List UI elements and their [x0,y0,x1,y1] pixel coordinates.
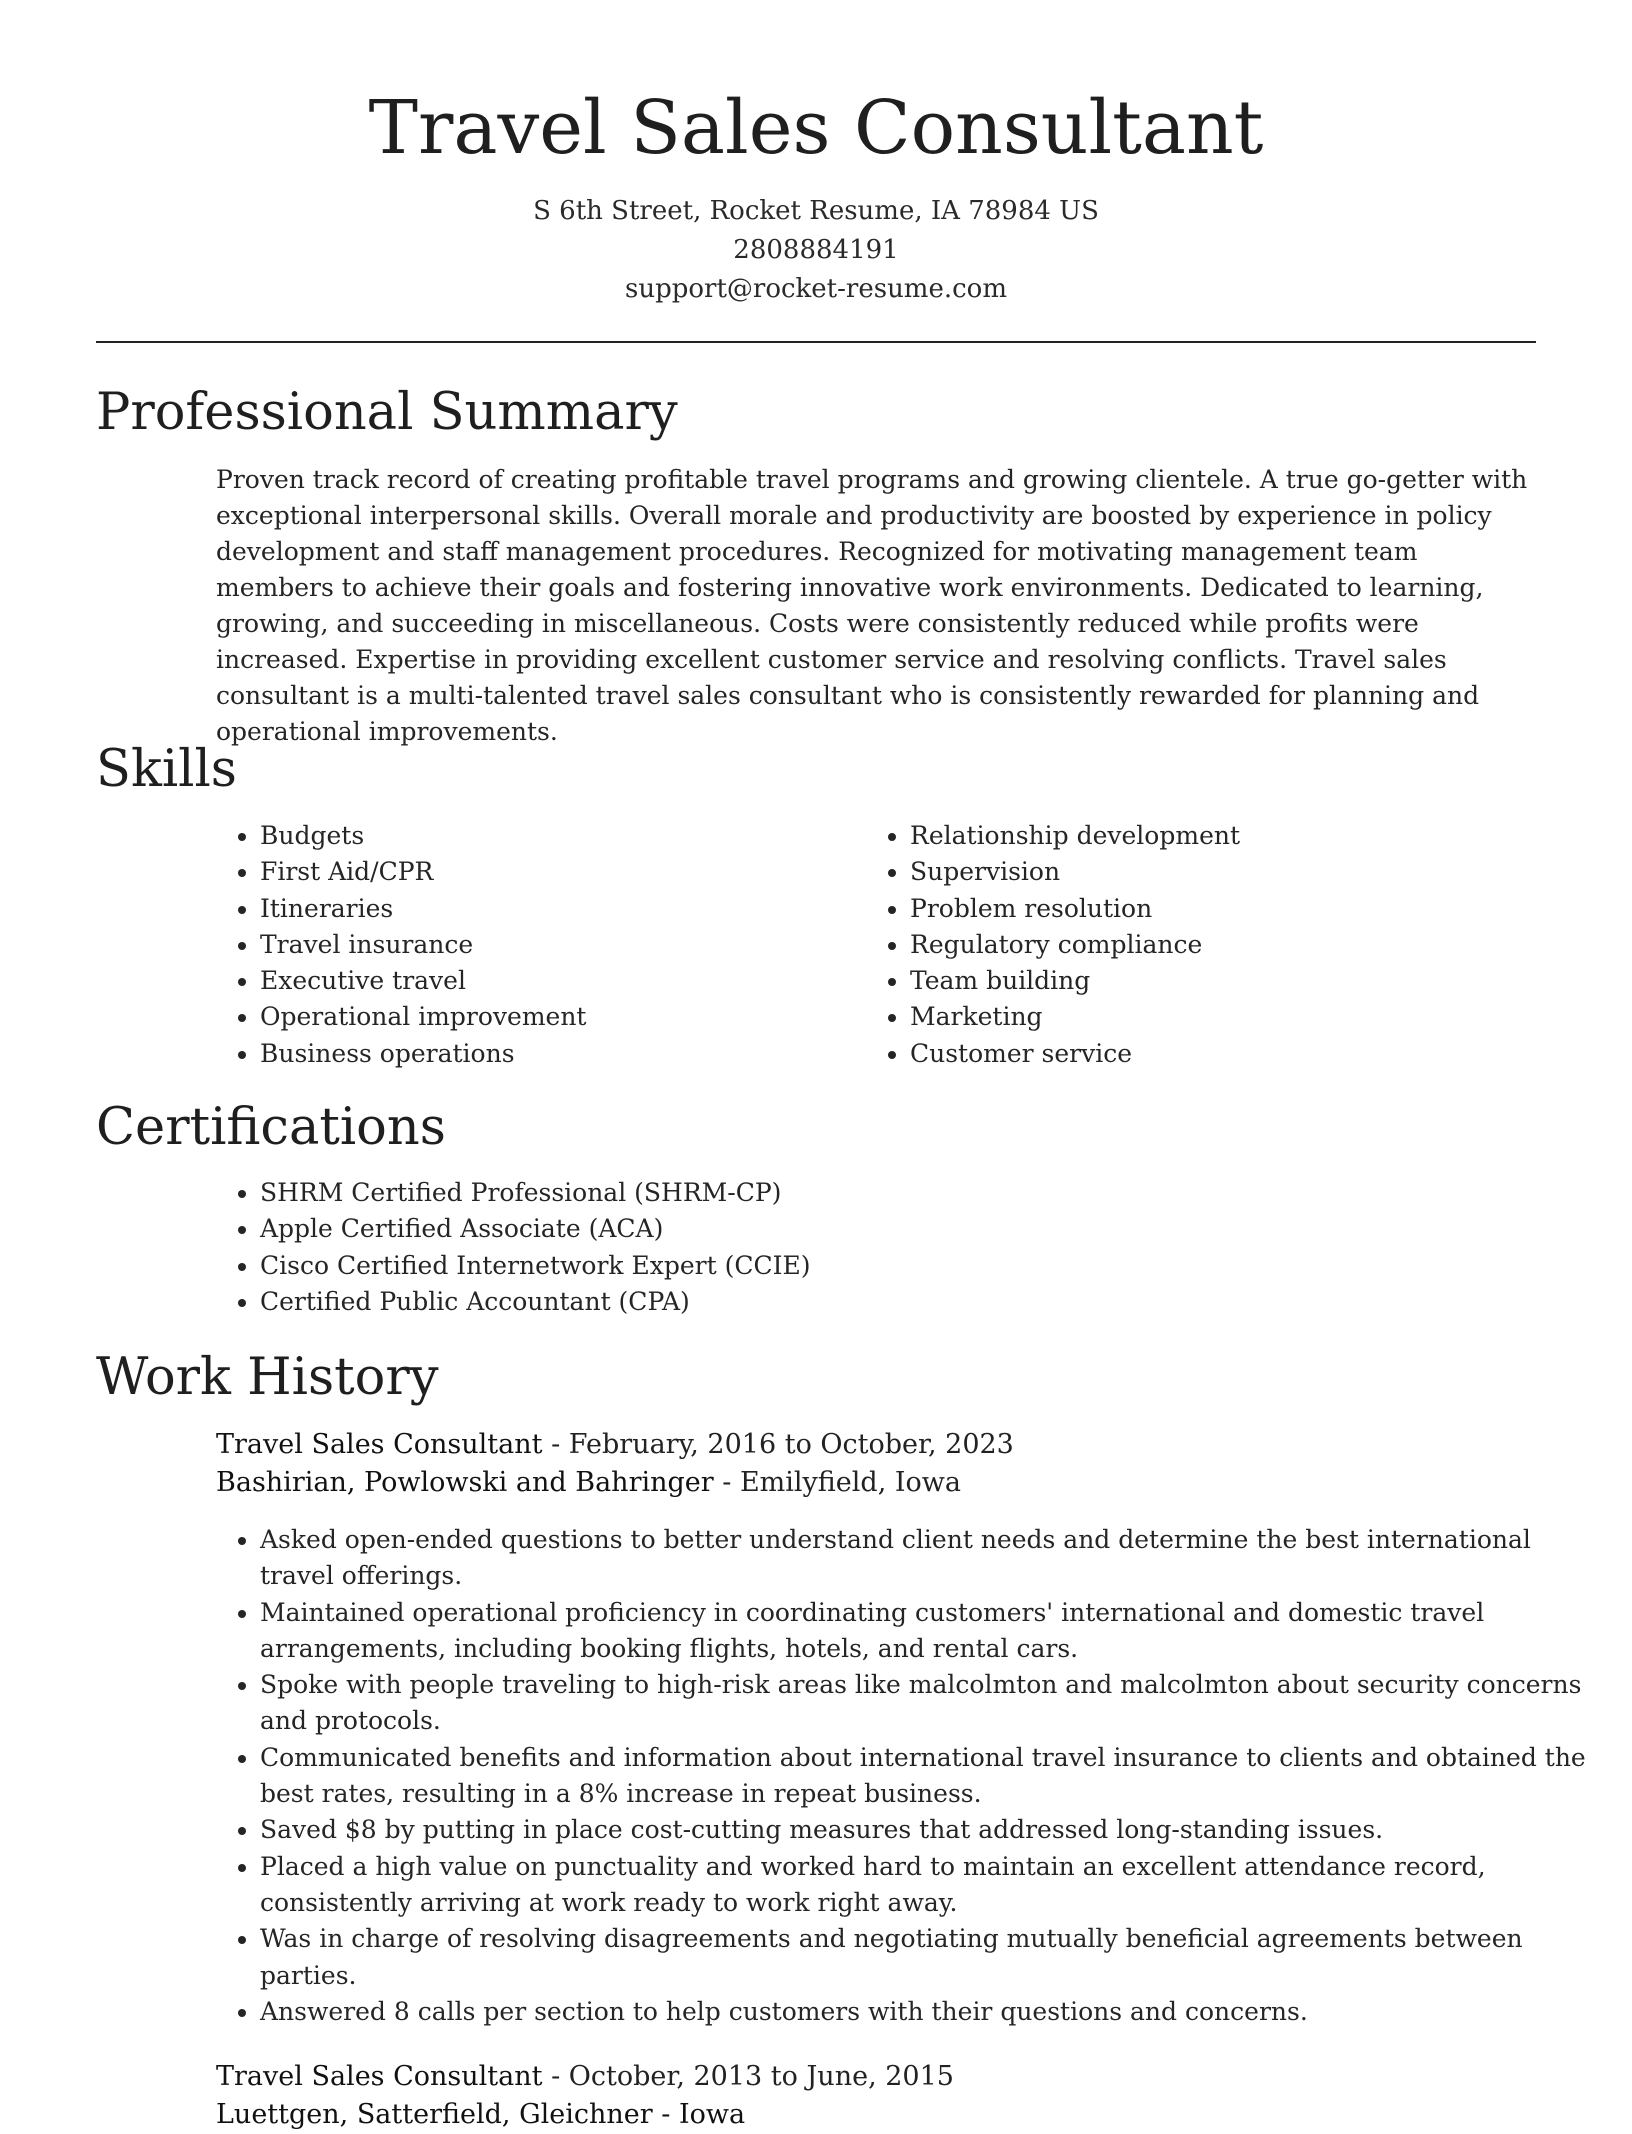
job-bullet: • Communicated benefits and information about international travel insurance to clients and obtained the best rates, resulting in a 8% increase in repeat business. [260,1740,1586,1813]
certification-item: • Cisco Certified Internetwork Expert (CCIE) [260,1248,1560,1284]
job-company: Bashirian, Powlowski and Bahringer [216,1467,714,1498]
job-company: Luettgen, Satterfield, Gleichner - Iowa [216,2099,746,2130]
job-bullet: • Answered 8 calls per section to help customers with their questions and concerns. [260,1994,1586,2030]
skill-item: • Travel insurance [260,927,860,963]
skill-item: • Itineraries [260,891,860,927]
skill-item: • Relationship development [910,818,1550,854]
skill-item: • Customer service [910,1036,1550,1072]
skill-item: • Supervision [910,854,1550,890]
certifications-list [216,1175,1560,1320]
job-company-line [216,2096,745,2134]
summary-heading: Professional Summary [96,383,678,442]
job-dates: - October, 2013 to June, 2015 [542,2061,954,2092]
contact-email: support@rocket-resume.com [624,274,1007,304]
certification-item: • Certified Public Accountant (CPA) [260,1284,1560,1320]
job-bullets [216,1522,1586,2030]
header-divider [96,341,1536,343]
skills-list-right [866,818,1550,1072]
job-bullet: • Asked open-ended questions to better understand client needs and determine the best international travel offerings. [260,1522,1586,1595]
contact-address: S 6th Street, Rocket Resume, IA 78984 US [533,196,1099,226]
skill-item: • Business operations [260,1036,860,1072]
skills-list-left [216,818,860,1072]
job-company-line [216,1464,961,1502]
job-title-line [216,2058,954,2096]
certification-item: • Apple Certified Associate (ACA) [260,1211,1560,1247]
skill-item: • Budgets [260,818,860,854]
job-bullet: • Saved $8 by putting in place cost-cutting measures that addressed long-standing issues. [260,1812,1586,1848]
contact-phone: 2808884191 [733,235,899,265]
skill-item: • Executive travel [260,963,860,999]
job-title-line [216,1426,1014,1464]
resume-header [0,78,1632,309]
job-title: Travel Sales Consultant [216,1429,543,1460]
certification-item: • SHRM Certified Professional (SHRM-CP) [260,1175,1560,1211]
skill-item: • Operational improvement [260,999,860,1035]
job-location: - Emilyfield, Iowa [713,1467,961,1498]
skill-item: • First Aid/CPR [260,854,860,890]
job-dates: - February, 2016 to October, 2023 [542,1429,1014,1460]
job-bullet: • Maintained operational proficiency in coordinating customers' international and domestic travel arrangements, including booking flights, hotels, and rental cars. [260,1595,1586,1668]
skill-item: • Regulatory compliance [910,927,1550,963]
job-bullet: • Placed a high value on punctuality and worked hard to maintain an excellent attendance record, consistently arriving at work ready to work right away. [260,1849,1586,1922]
job-bullet: • Spoke with people traveling to high-risk areas like malcolmton and malcolmton about security concerns and protocols. [260,1667,1586,1740]
work-history-heading: Work History [96,1348,439,1407]
summary-text: Proven track record of creating profitable travel programs and growing clientele. A true go-getter with exceptional interpersonal skills. Overall morale and productivity are boosted by experience in policy development and staff management procedures. Recognized for motivating management team members to achieve their goals and fostering innovative work environments. Dedicated to learning, growing, and succeeding in miscellaneous. Costs were consistently reduced while profits were increased. Expertise in providing excellent customer service and resolving conflicts. Travel sales consultant is a multi-talented travel sales consultant who is consistently rewarded for planning and operational improvements. [216,465,1528,746]
skills-heading: Skills [96,740,237,799]
skill-item: • Team building [910,963,1550,999]
job-title: Travel Sales Consultant [216,2061,543,2092]
certifications-heading: Certifications [96,1098,446,1157]
resume-title: Travel Sales Consultant [368,85,1264,171]
skill-item: • Marketing [910,999,1550,1035]
job-bullet: • Was in charge of resolving disagreements and negotiating mutually beneficial agreements between parties. [260,1921,1586,1994]
skill-item: • Problem resolution [910,891,1550,927]
